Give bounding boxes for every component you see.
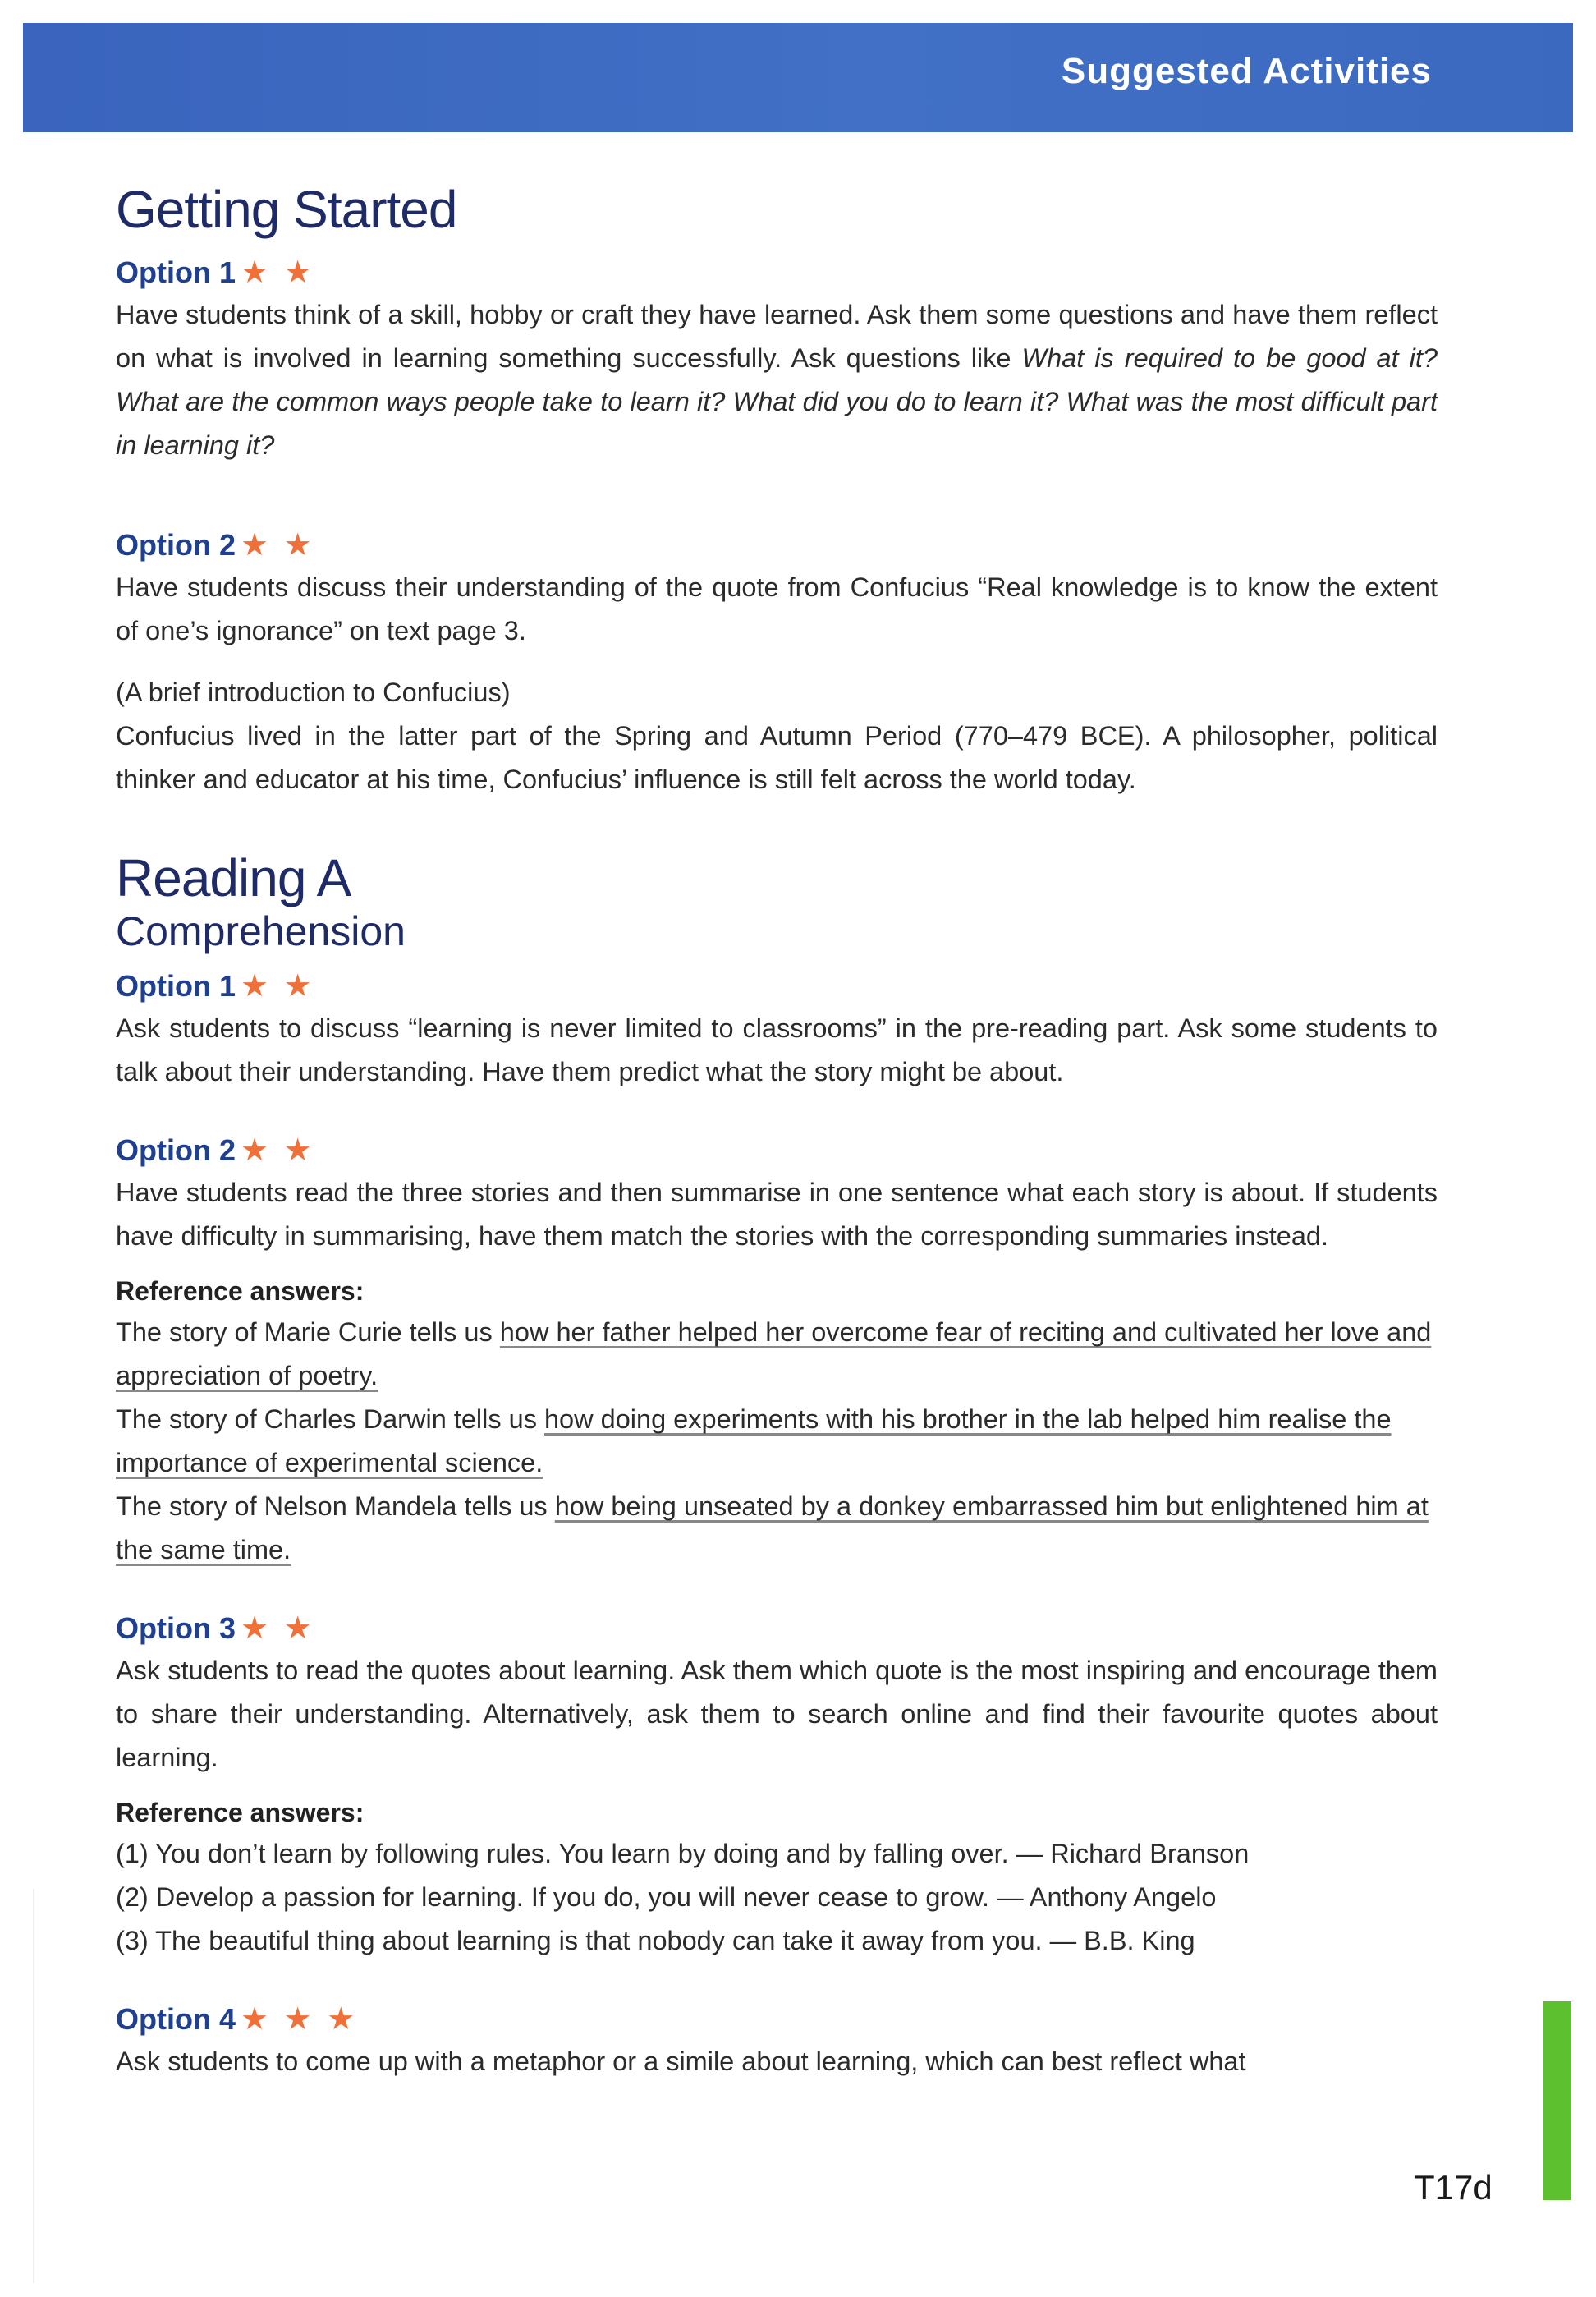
option-label: Option 3 (116, 1611, 236, 1646)
option-reading-a-1 (116, 966, 1438, 1094)
option-text: Ask students to come up with a metaphor or a simile about learning, which can best reflect what (116, 2047, 1246, 2077)
quote-item: (3) The beautiful thing about learning is that nobody can take it away from you. — B.B. King (116, 1926, 1195, 1956)
rating-stars-icon: ★ ★ (241, 1611, 315, 1647)
confucius-note-text: Confucius lived in the latter part of the Spring and Autumn Period (770–479 BCE). A philosopher, political thinker and educator at his time, Confucius’ influence is still felt across the world today. (116, 721, 1438, 795)
rating-stars-icon: ★ ★ ★ (241, 2002, 359, 2037)
option-label: Option 2 (116, 528, 236, 563)
section-title-getting-started: Getting Started (116, 180, 457, 239)
header-title: Suggested Activities (1061, 51, 1432, 91)
reference-answer: The story of Marie Curie tells us how her father helped her overcome fear of reciting and cultivated her love and appreciation of poetry. (116, 1317, 1432, 1391)
option-questions: What is required to be good at it? What are the common ways people take to learn it? What did you do to learn it? What was the most difficult part in learning it? (116, 343, 1438, 461)
chapter-tab (1543, 2001, 1571, 2200)
rating-stars-icon: ★ ★ (241, 1133, 315, 1169)
option-text: Have students read the three stories and then summarise in one sentence what each story is about. If students have difficulty in summarising, have them match the stories with the corresponding summaries instead. (116, 1178, 1438, 1252)
rating-stars-icon: ★ ★ (241, 255, 315, 291)
option-label: Option 1 (116, 969, 236, 1004)
option-getting-started-2 (116, 525, 1438, 802)
section-subtitle-comprehension: Comprehension (116, 908, 406, 955)
quote-item: (1) You don’t learn by following rules. You learn by doing and by falling over. — Richard Branson (116, 1839, 1250, 1869)
page-content (116, 182, 1438, 2083)
scan-margin-line (33, 1889, 34, 2283)
option-getting-started-1 (116, 252, 1438, 467)
page-number: T17d (1414, 2168, 1493, 2207)
confucius-note-title: (A brief introduction to Confucius) (116, 678, 511, 708)
section-title-reading-a: Reading A (116, 848, 351, 908)
option-text: Ask students to read the quotes about learning. Ask them which quote is the most inspiring and encourage them to share their understanding. Alternatively, ask them to search online and find their favourite quotes about learning. (116, 1656, 1438, 1773)
reference-answers-heading: Reference answers: (116, 1798, 365, 1828)
rating-stars-icon: ★ ★ (241, 969, 315, 1004)
option-text: Ask students to discuss “learning is never limited to classrooms” in the pre-reading part. Ask some students to talk about their understanding. Have them predict what the story might be about. (116, 1013, 1438, 1087)
quote-item: (2) Develop a passion for learning. If you do, you will never cease to grow. — Anthony Angelo (116, 1882, 1217, 1913)
reference-answer: The story of Nelson Mandela tells us how being unseated by a donkey embarrassed him but enlightened him at the same time. (116, 1491, 1429, 1565)
reference-answers-heading: Reference answers: (116, 1276, 365, 1307)
option-text: Have students think of a skill, hobby or craft they have learned. Ask them some questions and have them reflect on what is involved in learning something successfully. Ask questions like What is required to be good at it? What are the common ways people take to learn it? What did you do to learn it? What was the most difficult part in learning it? (116, 300, 1438, 461)
option-reading-a-2 (116, 1130, 1438, 1572)
option-reading-a-4 (116, 1999, 1438, 2083)
option-text: Have students discuss their understanding of the quote from Confucius “Real knowledge is to know the extent of one’s ignorance” on text page 3. (116, 572, 1438, 646)
option-label: Option 4 (116, 2002, 236, 2037)
option-label: Option 1 (116, 255, 236, 290)
rating-stars-icon: ★ ★ (241, 528, 315, 563)
reference-answer: The story of Charles Darwin tells us how doing experiments with his brother in the lab helped him realise the importance of experimental science. (116, 1404, 1392, 1478)
option-label: Option 2 (116, 1133, 236, 1168)
option-reading-a-3 (116, 1608, 1438, 1963)
